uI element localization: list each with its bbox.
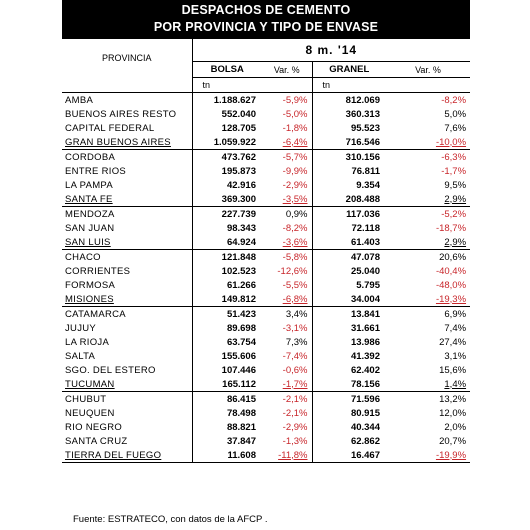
table-row	[62, 235, 470, 250]
granel-var-cell: 2,9%	[444, 193, 467, 205]
table-row	[62, 292, 470, 307]
bolsa-value-cell: 64.924	[226, 236, 256, 248]
bolsa-column-header: BOLSA	[192, 62, 262, 78]
granel-value-cell: 47.078	[312, 250, 386, 265]
table-row	[62, 335, 470, 349]
granel-var-cell: 7,6%	[444, 122, 467, 134]
province-cell: JUJUY	[62, 321, 192, 335]
granel-var-cell: -8,2%	[386, 93, 470, 108]
bolsa-var-cell: -5,9%	[262, 93, 312, 108]
table-row	[62, 250, 470, 265]
bolsa-var-cell: -6,8%	[282, 293, 308, 305]
granel-var-cell: -19,3%	[435, 293, 467, 305]
table-row	[62, 207, 470, 222]
province-cell: FORMOSA	[62, 278, 192, 292]
bolsa-value-cell: 149.812	[221, 293, 256, 305]
granel-value-cell: 360.313	[312, 107, 386, 121]
granel-var-cell: 20,7%	[439, 435, 467, 447]
granel-value-cell: 25.040	[312, 264, 386, 278]
province-cell: CATAMARCA	[62, 307, 192, 322]
granel-value-cell: 117.036	[312, 207, 386, 222]
table-row	[62, 150, 470, 165]
granel-value-cell: 62.402	[312, 363, 386, 377]
table-body	[62, 93, 470, 463]
bolsa-var-cell: -2,1%	[282, 407, 308, 419]
bolsa-var-cell: -12,6%	[277, 265, 308, 277]
granel-var-cell: 1,4%	[444, 378, 467, 390]
bolsa-var-cell: -3,5%	[282, 193, 308, 205]
bolsa-var-cell: -3,6%	[282, 236, 308, 248]
granel-value-cell: 78.156	[312, 377, 386, 392]
granel-var-cell: 27,4%	[439, 336, 467, 348]
bolsa-value-cell: 86.415	[192, 392, 262, 407]
granel-var-cell: 20,6%	[386, 250, 470, 265]
granel-value-cell: 80.915	[312, 406, 386, 420]
bolsa-value-cell: 195.873	[221, 165, 256, 177]
granel-value-cell: 40.344	[312, 420, 386, 434]
granel-value-cell: 9.354	[312, 178, 386, 192]
bolsa-value-cell: 42.916	[226, 179, 256, 191]
bolsa-value-cell: 1.059.922	[213, 136, 256, 148]
province-cell: RIO NEGRO	[62, 420, 192, 434]
granel-value-cell: 16.467	[312, 448, 386, 463]
table-row	[62, 406, 470, 420]
bolsa-value-cell: 61.266	[226, 279, 256, 291]
bolsa-var-cell: -0,6%	[282, 364, 308, 376]
province-cell: SAN LUIS	[62, 235, 192, 250]
bolsa-value-cell: 552.040	[221, 108, 256, 120]
bolsa-value-cell: 473.762	[192, 150, 262, 165]
cement-shipments-table	[62, 39, 470, 463]
table-row	[62, 392, 470, 407]
granel-value-cell: 95.523	[312, 121, 386, 135]
granel-var-cell: -48,0%	[435, 279, 467, 291]
table-row	[62, 349, 470, 363]
bolsa-var-cell: -2,9%	[282, 421, 308, 433]
bolsa-var-cell: -3,1%	[282, 322, 308, 334]
table-row	[62, 363, 470, 377]
province-column-header: PROVINCIA	[62, 39, 192, 78]
bolsa-var-cell: -8,2%	[282, 222, 308, 234]
bolsa-value-cell: 1.188.627	[192, 93, 262, 108]
bolsa-var-cell: 7,3%	[285, 336, 308, 348]
province-cell: CHACO	[62, 250, 192, 265]
table-row	[62, 377, 470, 392]
province-cell: CHUBUT	[62, 392, 192, 407]
province-cell: LA PAMPA	[62, 178, 192, 192]
bolsa-value-cell: 121.848	[192, 250, 262, 265]
bolsa-var-cell: -5,7%	[262, 150, 312, 165]
bolsa-var-cell: -1,7%	[282, 378, 308, 390]
province-cell: SGO. DEL ESTERO	[62, 363, 192, 377]
period-header: 8 m. '14	[192, 39, 470, 62]
granel-value-cell: 716.546	[312, 135, 386, 150]
province-cell: MISIONES	[62, 292, 192, 307]
granel-var-cell: 15,6%	[439, 364, 467, 376]
table-row	[62, 221, 470, 235]
granel-var-cell: 9,5%	[444, 179, 467, 191]
granel-var-cell: -5,2%	[386, 207, 470, 222]
province-cell: LA RIOJA	[62, 335, 192, 349]
bolsa-value-cell: 51.423	[192, 307, 262, 322]
granel-var-cell: 7,4%	[444, 322, 467, 334]
granel-var-cell: -1,7%	[441, 165, 467, 177]
granel-column-header: GRANEL	[312, 62, 386, 78]
table-row	[62, 192, 470, 207]
bolsa-value-cell: 11.608	[192, 448, 262, 463]
bolsa-var-cell: -6,4%	[282, 136, 308, 148]
granel-unit-label: tn	[312, 78, 386, 93]
unit-spacer	[62, 78, 192, 93]
title-line-1: DESPACHOS DE CEMENTO	[181, 3, 351, 17]
granel-var-cell: 13,2%	[386, 392, 470, 407]
province-cell: SANTA CRUZ	[62, 434, 192, 448]
table-row	[62, 307, 470, 322]
table-row	[62, 420, 470, 434]
bolsa-var-cell: -5,8%	[262, 250, 312, 265]
bolsa-value-cell: 128.705	[221, 122, 256, 134]
granel-value-cell: 61.403	[312, 235, 386, 250]
bolsa-value-cell: 98.343	[226, 222, 256, 234]
bolsa-value-cell: 107.446	[221, 364, 256, 376]
granel-value-cell: 76.811	[312, 164, 386, 178]
granel-value-cell: 310.156	[312, 150, 386, 165]
granel-var-cell: 3,1%	[444, 350, 467, 362]
bolsa-value-cell: 102.523	[221, 265, 256, 277]
province-cell: CORRIENTES	[62, 264, 192, 278]
granel-var-cell: -18,7%	[435, 222, 467, 234]
granel-value-cell: 208.488	[312, 192, 386, 207]
bolsa-value-cell: 227.739	[192, 207, 262, 222]
province-cell: SAN JUAN	[62, 221, 192, 235]
bolsa-value-cell: 155.606	[221, 350, 256, 362]
table-row	[62, 264, 470, 278]
bolsa-value-cell: 63.754	[226, 336, 256, 348]
granel-value-cell: 812.069	[312, 93, 386, 108]
bolsa-value-cell: 369.300	[221, 193, 256, 205]
bolsa-var-cell: 0,9%	[262, 207, 312, 222]
table-row	[62, 278, 470, 292]
granel-var-cell: -10,0%	[435, 136, 467, 148]
granel-value-cell: 71.596	[312, 392, 386, 407]
bolsa-value-cell: 89.698	[226, 322, 256, 334]
granel-value-cell: 72.118	[312, 221, 386, 235]
granel-var-cell: 5,0%	[444, 108, 467, 120]
granel-var-cell: 2,9%	[444, 236, 467, 248]
bolsa-var-cell: -1,3%	[282, 435, 308, 447]
title-line-2: POR PROVINCIA Y TIPO DE ENVASE	[153, 20, 379, 34]
province-cell: TIERRA DEL FUEGO	[62, 448, 192, 463]
granel-var-cell: -6,3%	[386, 150, 470, 165]
granel-var-cell: 6,9%	[386, 307, 470, 322]
bolsa-value-cell: 78.498	[226, 407, 256, 419]
bolsa-var-cell: -2,9%	[282, 179, 308, 191]
bolsa-value-cell: 165.112	[222, 378, 256, 390]
province-cell: CAPITAL FEDERAL	[62, 121, 192, 135]
granel-var-cell: 12,0%	[439, 407, 467, 419]
granel-var-cell: -19,9%	[386, 448, 470, 463]
table-row	[62, 178, 470, 192]
table-row	[62, 164, 470, 178]
bolsa-var-cell: 3,4%	[262, 307, 312, 322]
granel-var-cell: -40,4%	[435, 265, 467, 277]
province-cell: ENTRE RIOS	[62, 164, 192, 178]
table-row	[62, 448, 470, 463]
bolsa-value-cell: 37.847	[226, 435, 256, 447]
bolsa-var-cell: -7,4%	[282, 350, 308, 362]
granel-value-cell: 34.004	[312, 292, 386, 307]
bolsa-var-column-header: Var. %	[262, 62, 312, 78]
bolsa-value-cell: 88.821	[226, 421, 256, 433]
table-row	[62, 121, 470, 135]
province-cell: SALTA	[62, 349, 192, 363]
report-table-panel	[62, 0, 470, 463]
granel-value-cell: 31.661	[312, 321, 386, 335]
table-row	[62, 321, 470, 335]
granel-value-cell: 41.392	[312, 349, 386, 363]
bolsa-var-cell: -1,8%	[282, 122, 308, 134]
bolsa-var-cell: -9,9%	[282, 165, 308, 177]
province-cell: TUCUMAN	[62, 377, 192, 392]
bolsa-var-cell: -5,5%	[282, 279, 308, 291]
table-row	[62, 93, 470, 108]
table-title	[62, 0, 470, 39]
granel-var-cell: 2,0%	[444, 421, 467, 433]
granel-value-cell: 5.795	[312, 278, 386, 292]
source-footnote: Fuente: ESTRATECO, con datos de la AFCP .	[73, 514, 268, 525]
province-cell: MENDOZA	[62, 207, 192, 222]
granel-value-cell: 13.986	[312, 335, 386, 349]
table-row	[62, 107, 470, 121]
bolsa-var-cell: -11,8%	[262, 448, 312, 463]
granel-value-cell: 13.841	[312, 307, 386, 322]
province-cell: GRAN BUENOS AIRES	[62, 135, 192, 150]
granel-var-column-header: Var. %	[386, 62, 470, 78]
bolsa-var-cell: -5,0%	[282, 108, 308, 120]
province-cell: NEUQUEN	[62, 406, 192, 420]
table-row	[62, 434, 470, 448]
bolsa-unit-label: tn	[202, 80, 211, 90]
granel-value-cell: 62.862	[312, 434, 386, 448]
province-cell: BUENOS AIRES RESTO	[62, 107, 192, 121]
province-cell: AMBA	[62, 93, 192, 108]
province-cell: CORDOBA	[62, 150, 192, 165]
province-cell: SANTA FE	[62, 192, 192, 207]
bolsa-var-cell: -2,1%	[262, 392, 312, 407]
table-row	[62, 135, 470, 150]
